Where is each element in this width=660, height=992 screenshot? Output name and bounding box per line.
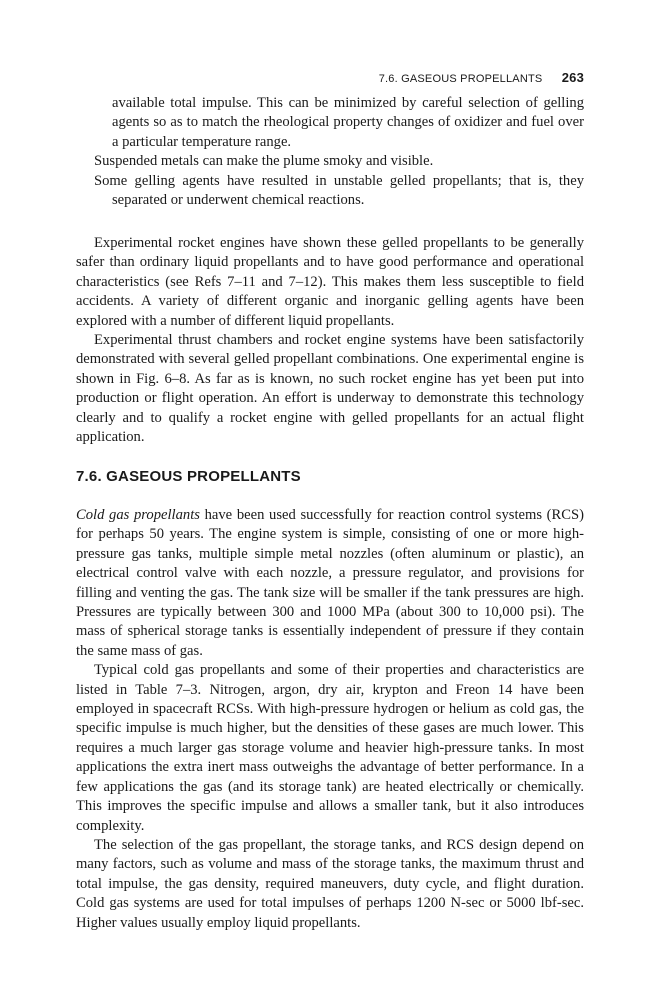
list-item: Some gelling agents have resulted in unstable gelled propellants; that is, they separated or underwent chemical reactions. xyxy=(94,172,584,209)
paragraph: Experimental thrust chambers and rocket engine systems have been satisfactorily demonstrated with several gelled propellant combinations. One experimental engine is shown in Fig. 6–8. As far as is known, no such rocket engine has yet been put into production or flight operation. An effort is underway to demonstrate this technology clearly and to qualify a rocket engine with gelled propellants for an actual flight application. xyxy=(76,332,584,446)
section-heading: 7.6. GASEOUS PROPELLANTS xyxy=(76,468,301,485)
section-body xyxy=(76,506,584,933)
paragraph: Typical cold gas propellants and some of their properties and characteristics are listed in Table 7–3. Nitrogen, argon, dry air, krypton and Freon 14 have been employed in spacecraft RCSs. With high-pressure hydrogen or helium as cold gas, the specific impulse is much higher, but the densities of these gases are much lower. This requires a much larger gas storage volume and heavier high-pressure tanks. In most applications the extra inert mass outweighs the advantage of better performance. In a few applications the gas (and its storage tank) are heated electrically or chemically. This improves the specific impulse and allows a smaller tank, but it also introduces complexity. xyxy=(76,662,584,834)
gel-paragraphs xyxy=(76,234,584,447)
running-head-section: 7.6. GASEOUS PROPELLANTS xyxy=(378,73,543,85)
paragraph xyxy=(76,506,584,661)
page-number: 263 xyxy=(561,70,584,85)
paragraph-text: have been used successfully for reaction control systems (RCS) for perhaps 50 years. The engine system is simple, consisting of one or more high-pressure gas tanks, multiple simple metal nozzles (often aluminum or plastic), an electrical control valve with each nozzle, a pressure regulator, and provisions for filling and venting the gas. The tank size will be smaller if the tank pressures are high. Pressures are typically between 300 and 1000 MPa (about 300 to 10,000 psi). The mass of spherical storage tanks is essentially independent of pressure if they contain the same mass of gas. xyxy=(76,507,584,659)
list-block xyxy=(76,94,584,210)
paragraph: Experimental rocket engines have shown these gelled propellants to be generally safer than ordinary liquid propellants and to have good performance and operational characteristics (see Refs 7–11 and 7–12). This makes them less susceptible to field accidents. A variety of different organic and inorganic gelling agents have been explored with a number of different liquid propellants. xyxy=(76,235,584,329)
running-head xyxy=(76,70,584,85)
paragraph: The selection of the gas propellant, the storage tanks, and RCS design depend on many factors, such as volume and mass of the storage tanks, the maximum thrust and total impulse, the gas density, required maneuvers, duty cycle, and flight duration. Cold gas systems are used for total impulses of perhaps 1200 N-sec or 5000 lbf-sec. Higher values usually employ liquid propellants. xyxy=(76,836,584,931)
list-item-continuation: available total impulse. This can be minimized by careful selection of gelling agents so as to match the rheological property changes of oxidizer and fuel over a particular temperature range. xyxy=(112,95,584,150)
italic-term: Cold gas propellants xyxy=(76,507,200,523)
list-item: Suspended metals can make the plume smoky and visible. xyxy=(94,153,434,170)
